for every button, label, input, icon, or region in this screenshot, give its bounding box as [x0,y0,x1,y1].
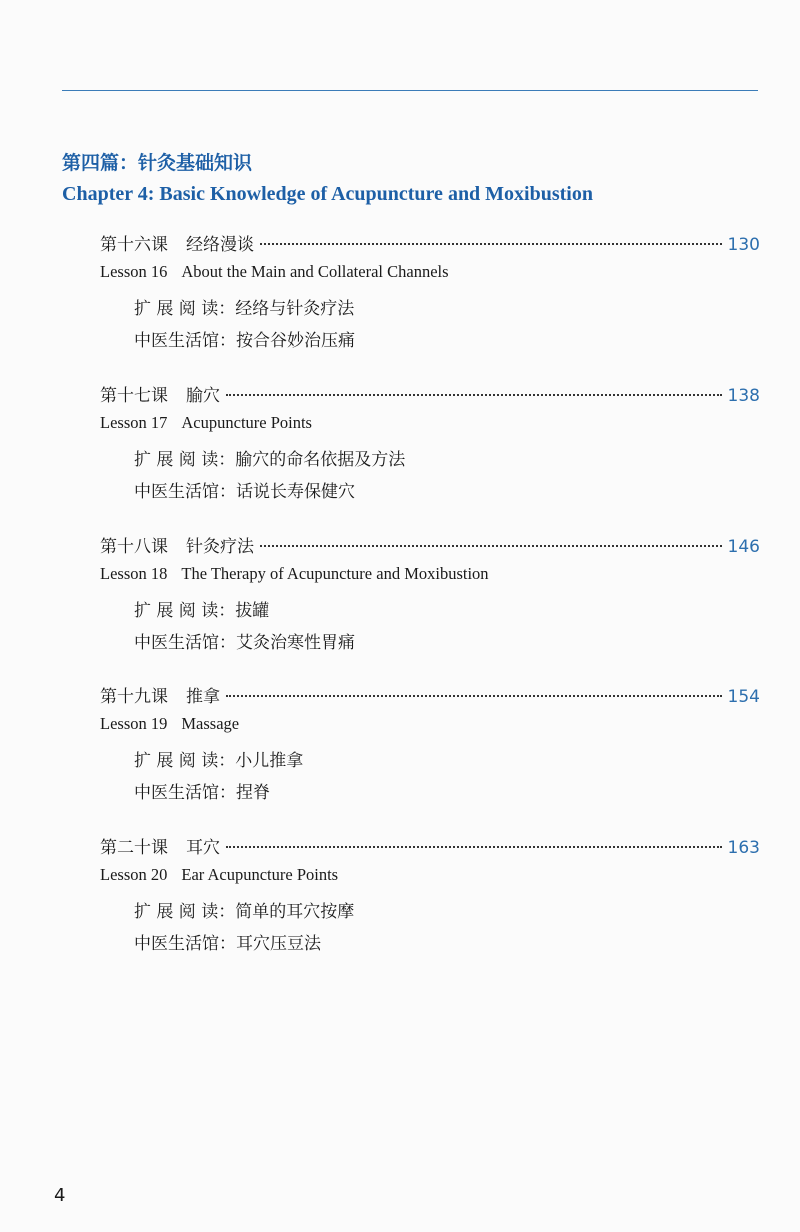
lesson-entry-20 [100,833,760,954]
lesson-en-line [100,262,760,284]
lesson-page-number: 138 [727,386,760,406]
dot-leader [260,243,722,245]
lesson-page-number: 163 [727,838,760,858]
lesson-cn-number: 第十九课 [100,687,168,707]
lesson-heading[interactable] [100,833,760,859]
lesson-heading[interactable] [100,682,760,708]
extended-reading: 扩 展 阅 读：简单的耳穴按摩 [134,902,355,922]
tcm-life-corner: 中医生活馆：耳穴压豆法 [134,934,321,954]
lesson-en-number: Lesson 18 [100,564,168,583]
header-rule [62,90,758,91]
extended-reading: 扩 展 阅 读：小儿推拿 [134,751,304,771]
lesson-entry-17 [100,381,760,502]
lesson-page-number: 146 [727,537,760,557]
extended-reading: 扩 展 阅 读：拔罐 [134,601,270,621]
dot-leader [226,394,722,396]
lesson-en-line [100,413,760,435]
lesson-cn-title: 腧穴 [186,386,220,406]
part-title: 第四篇：针灸基础知识 [62,152,253,174]
lesson-en-title: The Therapy of Acupuncture and Moxibustion [181,564,489,583]
lesson-en-title: Massage [181,714,240,733]
lesson-cn-title: 推拿 [186,687,220,707]
extended-reading: 扩 展 阅 读：经络与针灸疗法 [134,299,355,319]
tcm-life-corner: 中医生活馆：捏脊 [134,783,270,803]
lesson-en-line [100,714,760,736]
lesson-en-title: About the Main and Collateral Channels [181,262,449,281]
lesson-cn-number: 第十六课 [100,235,168,255]
lesson-en-line [100,865,760,887]
lesson-entry-19 [100,682,760,803]
extended-reading: 扩 展 阅 读：腧穴的命名依据及方法 [134,450,406,470]
lesson-heading[interactable] [100,532,760,558]
dot-leader [226,846,722,848]
lesson-en-line [100,564,760,586]
lesson-page-number: 154 [727,687,760,707]
lesson-en-number: Lesson 17 [100,413,168,432]
dot-leader [260,545,722,547]
lesson-page-number: 130 [727,235,760,255]
lesson-entry-16 [100,230,760,351]
dot-leader [226,695,722,697]
lesson-cn-number: 第十七课 [100,386,168,406]
tcm-life-corner: 中医生活馆：艾灸治寒性胃痛 [134,633,355,653]
lesson-en-title: Ear Acupuncture Points [181,865,339,884]
page-number: 4 [54,1185,66,1206]
lesson-cn-number: 第十八课 [100,537,168,557]
lesson-cn-title: 耳穴 [186,838,220,858]
lesson-en-number: Lesson 19 [100,714,168,733]
lesson-en-number: Lesson 20 [100,865,168,884]
lesson-en-title: Acupuncture Points [181,413,312,432]
lesson-cn-title: 针灸疗法 [186,537,254,557]
lesson-cn-number: 第二十课 [100,838,168,858]
lesson-cn-title: 经络漫谈 [186,235,254,255]
tcm-life-corner: 中医生活馆：话说长寿保健穴 [134,482,355,502]
lesson-en-number: Lesson 16 [100,262,168,281]
lesson-heading[interactable] [100,381,760,407]
tcm-life-corner: 中医生活馆：按合谷妙治压痛 [134,331,355,351]
chapter-title: Chapter 4: Basic Knowledge of Acupuncture and Moxibustion [62,183,593,205]
lesson-entry-18 [100,532,760,653]
lesson-heading[interactable] [100,230,760,256]
